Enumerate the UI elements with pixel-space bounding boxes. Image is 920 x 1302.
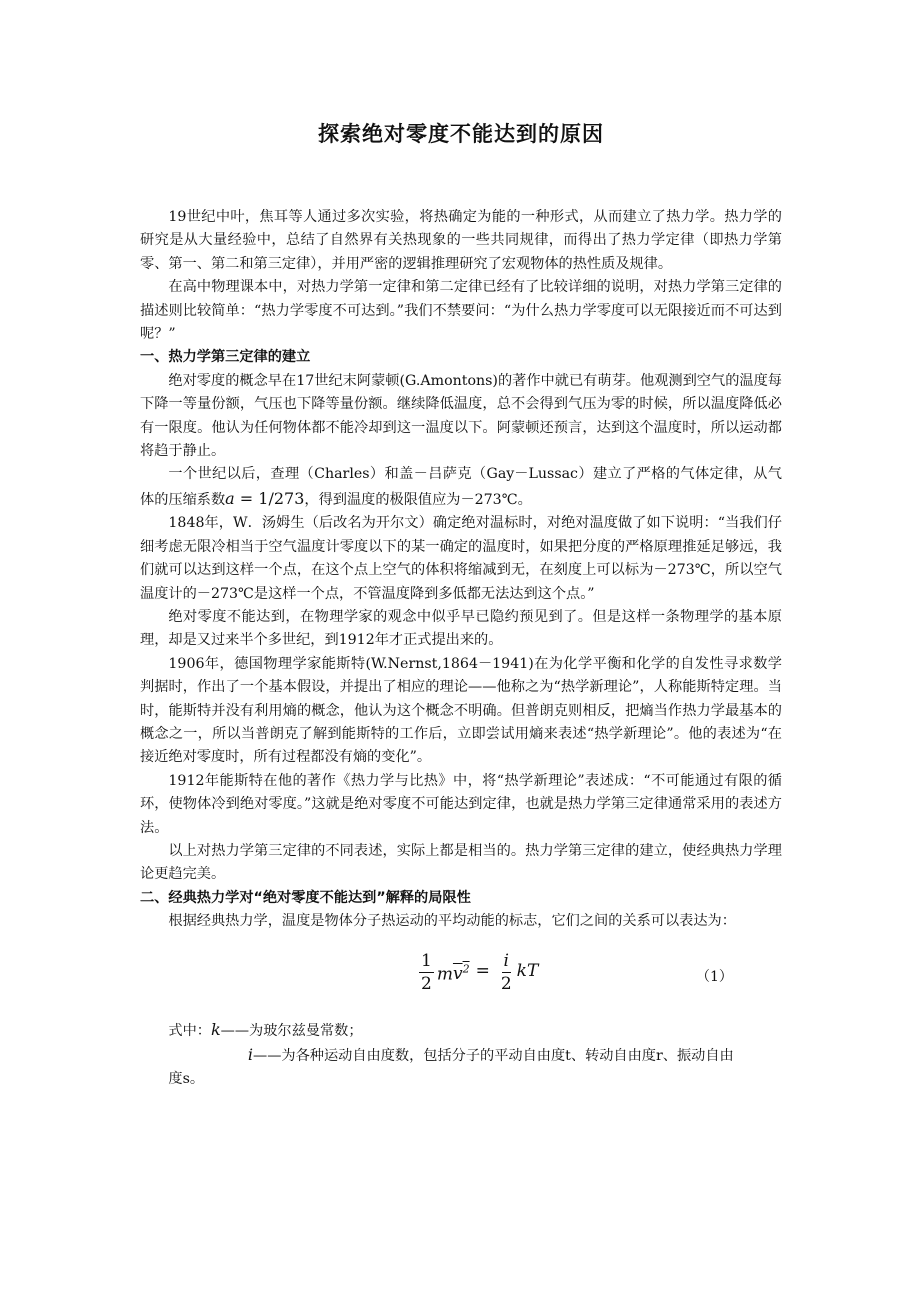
section-1-heading: 一、热力学第三定律的建立 bbox=[140, 349, 311, 366]
symbol-k: k bbox=[210, 1019, 221, 1039]
section-1-paragraph-1: 绝对零度的概念早在17世纪末阿蒙顿(G.Amontons)的著作中就已有萌芽。他观测到空气的温度每下降一等量份额，气压也下降等量份额。继续降低温度，总不会得到气压为零的时候，所以温度降低必有一限度。他认为任何物体都不能冷却到这一温度以下。阿蒙顿还预言，达到这个温度时，所以运动都将趋于静止。 bbox=[140, 372, 782, 460]
definition-k bbox=[140, 1018, 782, 1043]
definition-i-continued: 度s。 bbox=[168, 1071, 205, 1088]
equals-sign: = bbox=[475, 961, 490, 982]
symbol-i: i bbox=[247, 1045, 254, 1064]
compression-coefficient-symbol: a bbox=[225, 488, 235, 508]
section-1-paragraph-3: 1848年，W．汤姆生（后改名为开尔文）确定绝对温标时，对绝对温度做了如下说明：“当我们仔细考虑无限冷相当于空气温度计零度以下的某一确定的温度时，如果把分度的严格原理推延足够远，我们就可以达到这样一个点，在这个点上空气的体积将缩减到无，在刻度上可以标为－273℃，所以空气温度计的－273℃是这样一个点，不管温度降到多低都无法达到这个点。” bbox=[140, 515, 782, 602]
mean-square-velocity: $mv^2$ bbox=[436, 962, 470, 985]
fraction-numerator: i bbox=[503, 950, 509, 971]
fraction-denominator: 2 bbox=[421, 973, 432, 994]
definition-prefix: 式中： bbox=[168, 1022, 211, 1039]
intro-paragraph-2: 在高中物理课本中，对热力学第一定律和第二定律已经有了比较详细的说明，对热力学第三定律的描述则比较简单：“热力学零度不可达到。”我们不禁要问：“为什么热力学零度可以无限接近而不可达到呢？” bbox=[140, 279, 782, 343]
limit-temperature-text: ，得到温度的极限值应为－273℃。 bbox=[304, 491, 532, 508]
fraction-numerator: 1 bbox=[421, 950, 432, 971]
section-1-paragraph-2 bbox=[140, 463, 782, 512]
compression-coefficient-value: = 1/273 bbox=[234, 488, 305, 508]
kinetic-energy-formula bbox=[416, 950, 538, 995]
equation-number: （1） bbox=[696, 968, 733, 985]
i-half-fraction bbox=[499, 950, 514, 995]
velocity-term: v bbox=[452, 964, 463, 985]
intro-paragraph-1: 19世纪中叶，焦耳等人通过多次实验，将热确定为能的一种形式，从而建立了热力学。热力学的研究是从大量经验中，总结了自然界有关热现象的一些共同规律，而得出了热力学定律（即热力学第零、第一、第二和第三定律），并用严密的逻辑推理研究了宏观物体的热性质及规律。 bbox=[140, 209, 782, 272]
one-half-fraction bbox=[419, 950, 434, 995]
definition-i-text: ——为各种运动自由度数，包括分子的平动自由度t、转动自由度r、振动自由 bbox=[253, 1048, 734, 1064]
definition-k-text: ——为玻尔兹曼常数； bbox=[220, 1022, 363, 1039]
fraction-denominator: 2 bbox=[500, 973, 512, 994]
boltzmann-temperature-term: kT bbox=[516, 961, 539, 982]
document-title: 探索绝对零度不能达到的原因 bbox=[318, 122, 604, 146]
equation-1 bbox=[140, 944, 782, 1018]
charles-text: 一个世纪以后，查理（Charles）和盖－吕萨克（Gay－Lussac）建立了严格的气体定律，从气体的压缩系数 bbox=[140, 466, 782, 508]
section-1-paragraph-5: 1906年，德国物理学家能斯特(W.Nernst,1864－1941)在为化学平衡和化学的自发性寻求数学判据时，作出了一个基本假设，并提出了相应的理论——他称之为“热学新理论”，人称能斯特定理。当时，能斯特并没有利用熵的概念，他认为这个概念不明确。但普朗克则相反，把熵当作热力学最基本的概念之一，所以当普朗克了解到能斯特的工作后，立即尝试用熵来表述“热学新理论”。他的表述为“在接近绝对零度时，所有过程都没有熵的变化”。 bbox=[140, 655, 782, 766]
section-2-heading: 二、经典热力学对“绝对零度不能达到”解释的局限性 bbox=[140, 889, 471, 906]
section-1-paragraph-4: 绝对零度不能达到，在物理学家的观念中似乎早已隐约预见到了。但是这样一条物理学的基本原理，却是又过来半个多世纪，到1912年才正式提出来的。 bbox=[140, 608, 782, 649]
section-1-paragraph-6: 1912年能斯特在他的著作《热力学与比热》中，将“热学新理论”表述成：“不可能通过有限的循环，使物体冷到绝对零度。”这就是绝对零度不可能达到定律，也就是热力学第三定律通常采用的表述方法。 bbox=[140, 772, 782, 836]
document-body bbox=[140, 206, 782, 1092]
velocity-exponent: 2 bbox=[462, 962, 470, 976]
section-2-paragraph-1: 根据经典热力学，温度是物体分子热运动的平均动能的标志，它们之间的关系可以表达为： bbox=[168, 913, 736, 930]
definition-i bbox=[140, 1043, 782, 1068]
section-1-paragraph-7: 以上对热力学第三定律的不同表述，实际上都是相当的。热力学第三定律的建立，使经典热力学理论更趋完美。 bbox=[140, 842, 782, 883]
